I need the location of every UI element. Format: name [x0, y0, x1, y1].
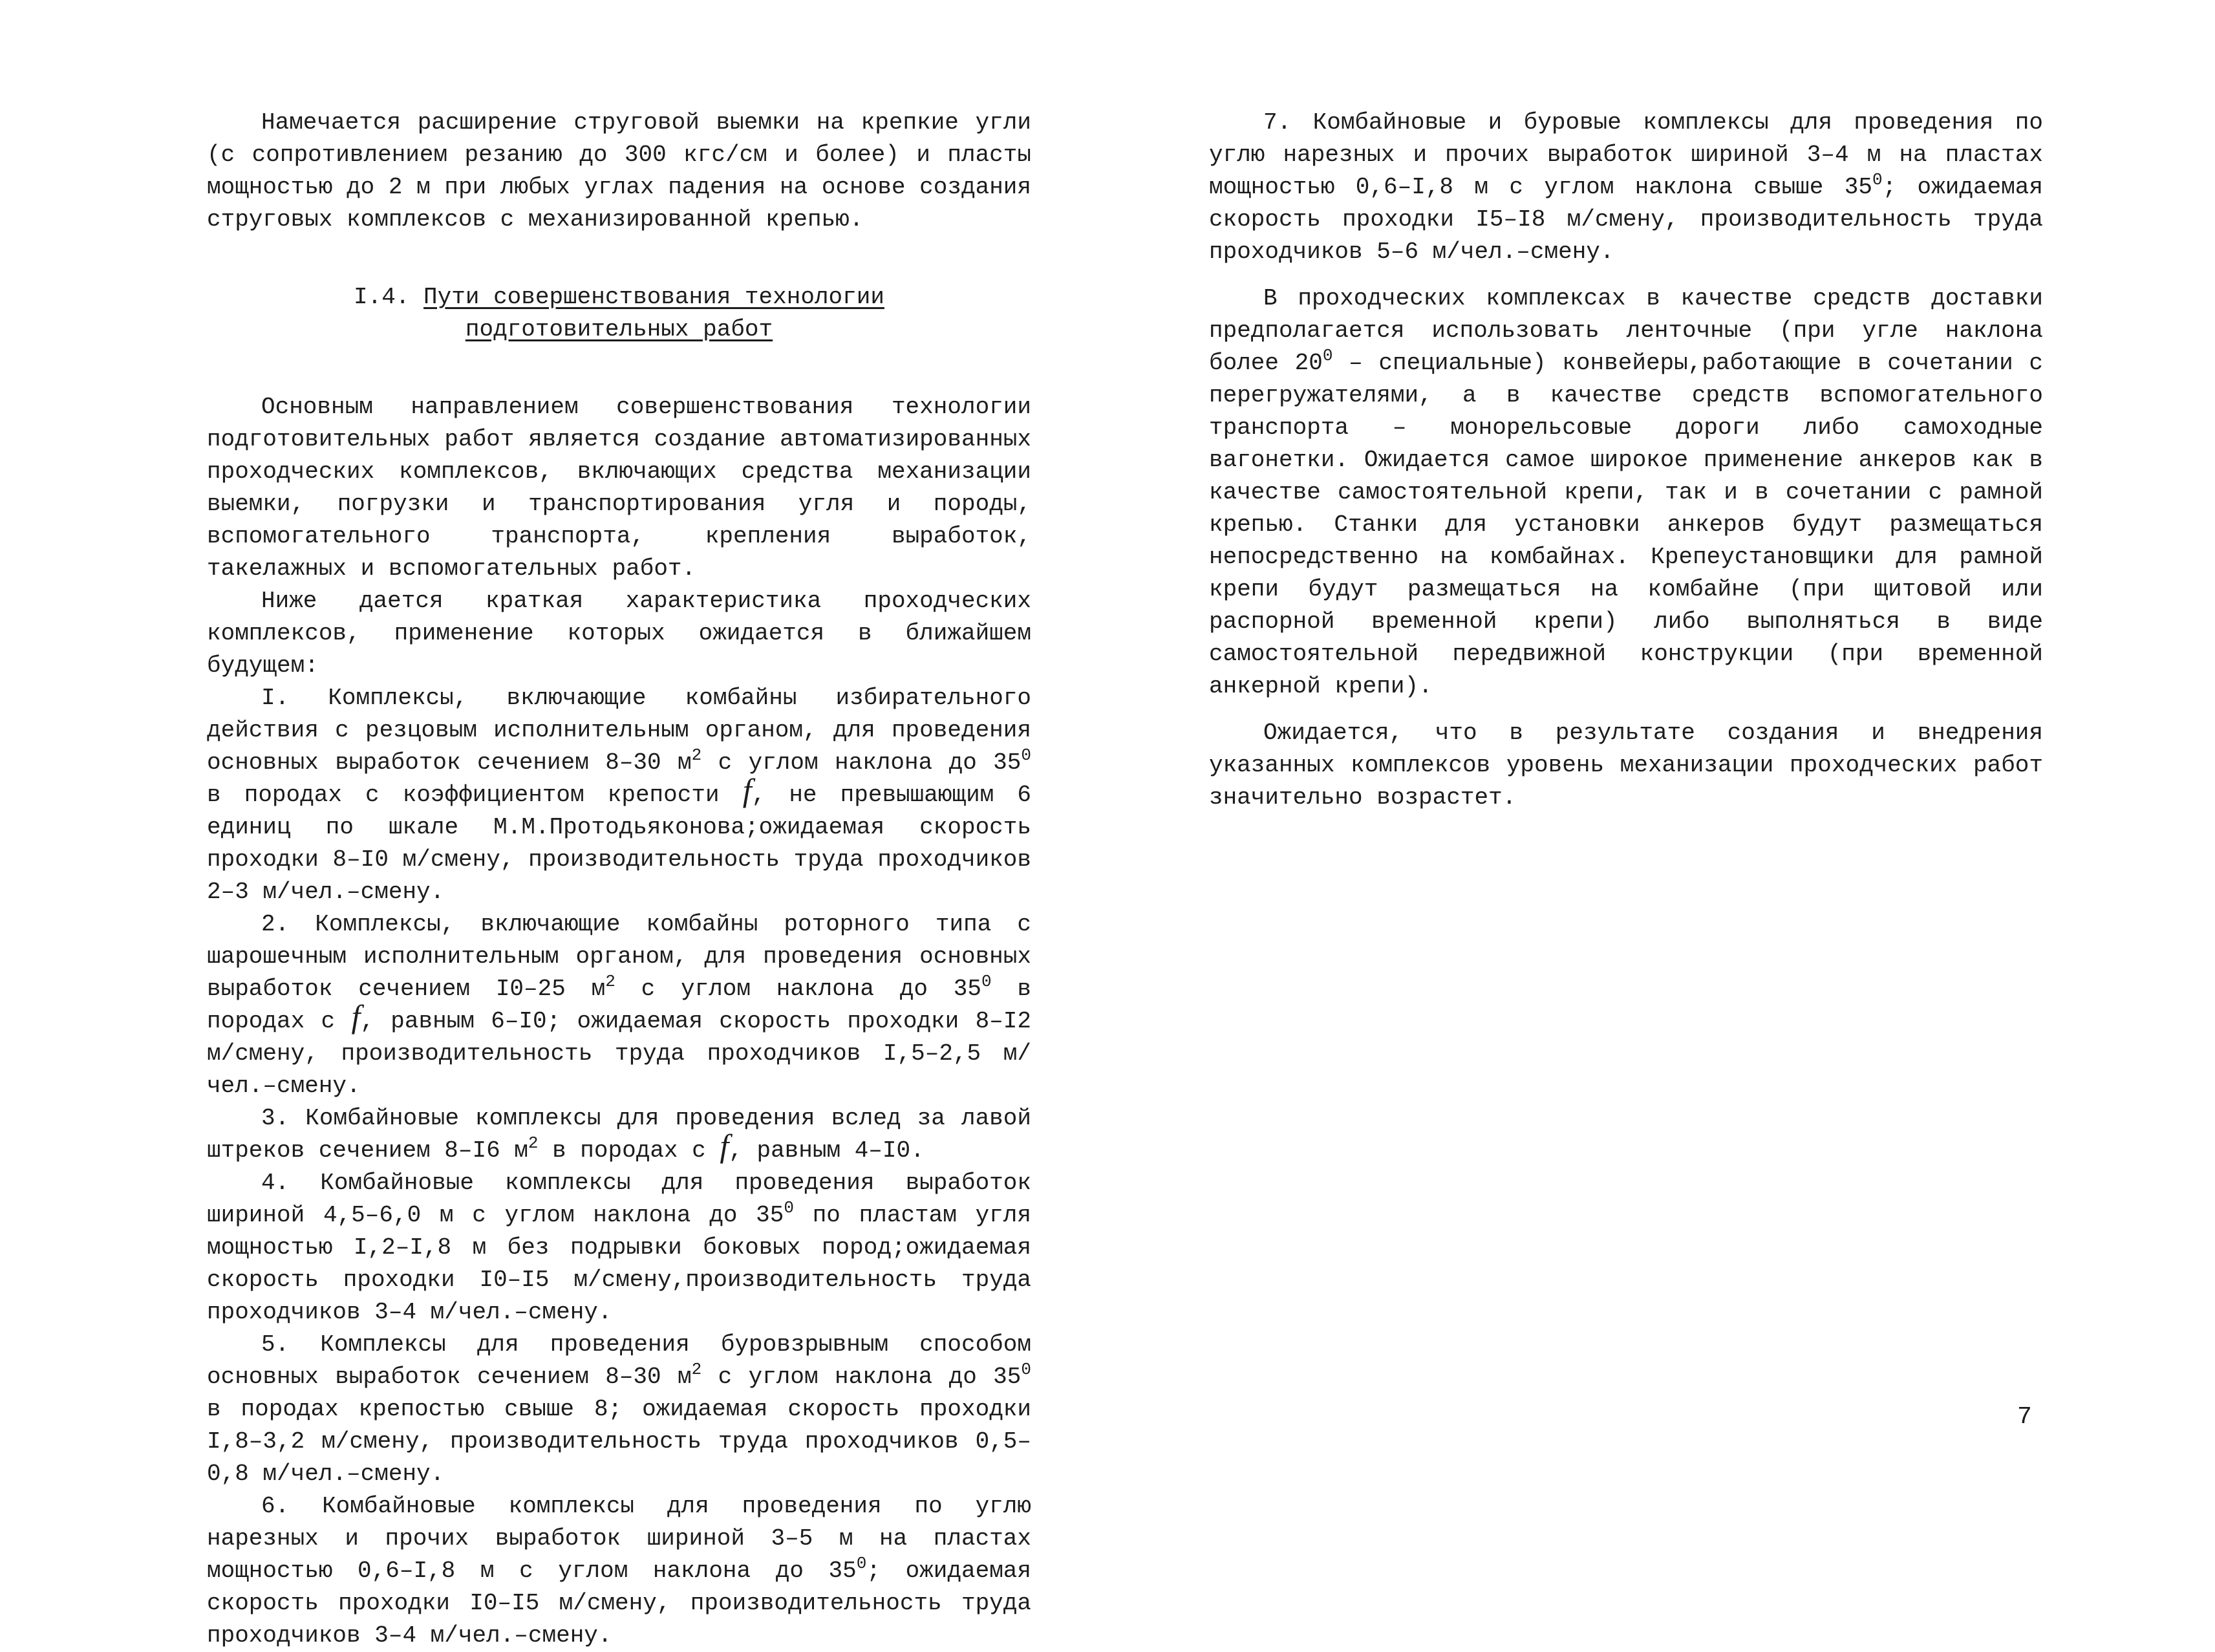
characteristics-intro-paragraph: Ниже дается краткая характеристика проходческих комплексов, применение которых ожидается в ближайшем будущем:: [207, 588, 1031, 679]
complex-item-3: 3. Комбайновые комплексы для проведения вслед за лавой штреков сечением 8–I6 $м^2$ в породах с f, равным 4–I0.: [207, 1105, 1031, 1164]
section-title-line1: Пути совершенствования технологии: [423, 284, 884, 310]
complex-item-1: I. Комплексы, включающие комбайны избирательного действия с резцовым исполнительным органом, для проведения основных выработок сечением 8–30 $м^2$ с углом наклона до $35^0$ в породах с коэффициентом крепости f, не превышающим 6 единиц по шкале М.М.Протодьяконова;ожидаемая скорость проходки 8–I0 м/смену, производительность труда проходчиков 2–3 м/чел.–смену.: [207, 685, 1031, 905]
section-heading: [207, 281, 1031, 346]
main-direction-paragraph: Основным направлением совершенствования технологии подготовительных работ является создание автоматизированных проходческих комплексов, включающих средства механизации выемки, погрузки и транспортирования угля и породы, вспомогательного транспорта, крепления выработок, такелажных и вспомогательных работ.: [207, 394, 1031, 582]
hardness-coefficient-symbol: f: [720, 1128, 729, 1164]
section-heading-line1: [207, 281, 1031, 314]
complex-item-7: 7. Комбайновые и буровые комплексы для проведения по углю нарезных и прочих выработок шириной 3–4 м на пластах мощностью 0,6–I,8 м с углом наклона свыше $35^0$; ожидаемая скорость проходки I5–I8 м/смену, производительность труда проходчиков 5–6 м/чел.–смену.: [1209, 109, 2043, 265]
section-number: I.4.: [354, 284, 410, 310]
hardness-coefficient-symbol: f: [742, 772, 752, 808]
section-heading-line2: [207, 314, 1031, 346]
transport-paragraph: В проходческих комплексах в качестве средств доставки предполагается использовать ленточные (при угле наклона более $20^0$ – специальные) конвейеры,работающие в сочетании с перегружателями, а в качестве средств вспомогательного транспорта – монорельсовые дороги либо самоходные вагонетки. Ожидается самое широкое применение анкеров как в качестве самостоятельной крепи, так и в сочетании с рамной крепью. Станки для установки анкеров будут размещаться непосредственно на комбайнах. Крепеустановщики для рамной крепи будут размещаться на комбайне (при щитовой или распорной временной крепи) либо выполняться в виде самостоятельной передвижной конструкции (при временной анкерной крепи).: [1209, 285, 2043, 700]
conclusion-paragraph: Ожидается, что в результате создания и внедрения указанных комплексов уровень механизации проходческих работ значительно возрастет.: [1209, 720, 2043, 811]
right-column: [1209, 107, 2043, 814]
complex-item-5: 5. Комплексы для проведения буровзрывным способом основных выработок сечением 8–30 $м^2$ с углом наклона до $35^0$ в породах крепостью свыше 8; ожидаемая скорость проходки I,8–3,2 м/смену, производительность труда проходчиков 0,5–0,8 м/чел.–смену.: [207, 1331, 1031, 1487]
hardness-coefficient-symbol: f: [351, 998, 361, 1035]
complex-item-4: 4. Комбайновые комплексы для проведения выработок шириной 4,5–6,0 м с углом наклона до $35^0$ по пластам угля мощностью I,2–I,8 м без подрывки боковых пород;ожидаемая скорость проходки I0–I5 м/смену,производительность труда проходчиков 3–4 м/чел.–смену.: [207, 1170, 1031, 1325]
complex-item-2: 2. Комплексы, включающие комбайны роторного типа с шарошечным исполнительным органом, для проведения основных выработок сечением I0–25 $м^2$ с углом наклона до $35^0$ в породах с f, равным 6–I0; ожидаемая скорость проходки 8–I2 м/смену, производительность труда проходчиков I,5–2,5 м/чел.–смену.: [207, 911, 1031, 1099]
section-title-line2: подготовительных работ: [465, 316, 773, 343]
complex-item-6: 6. Комбайновые комплексы для проведения по углю нарезных и прочих выработок шириной 3–5 м на пластах мощностью 0,6–I,8 м с углом наклона до $35^0$; ожидаемая скорость проходки I0–I5 м/смену, производительность труда проходчиков 3–4 м/чел.–смену.: [207, 1493, 1031, 1649]
intro-paragraph: Намечается расширение струговой выемки на крепкие угли (с сопротивлением резанию до 300 кгс/см и более) и пласты мощностью до 2 м при любых углах падения на основе создания струговых комплексов с механизированной крепью.: [207, 109, 1031, 233]
left-column: [207, 107, 1031, 1652]
page-number: 7: [2017, 1403, 2032, 1431]
